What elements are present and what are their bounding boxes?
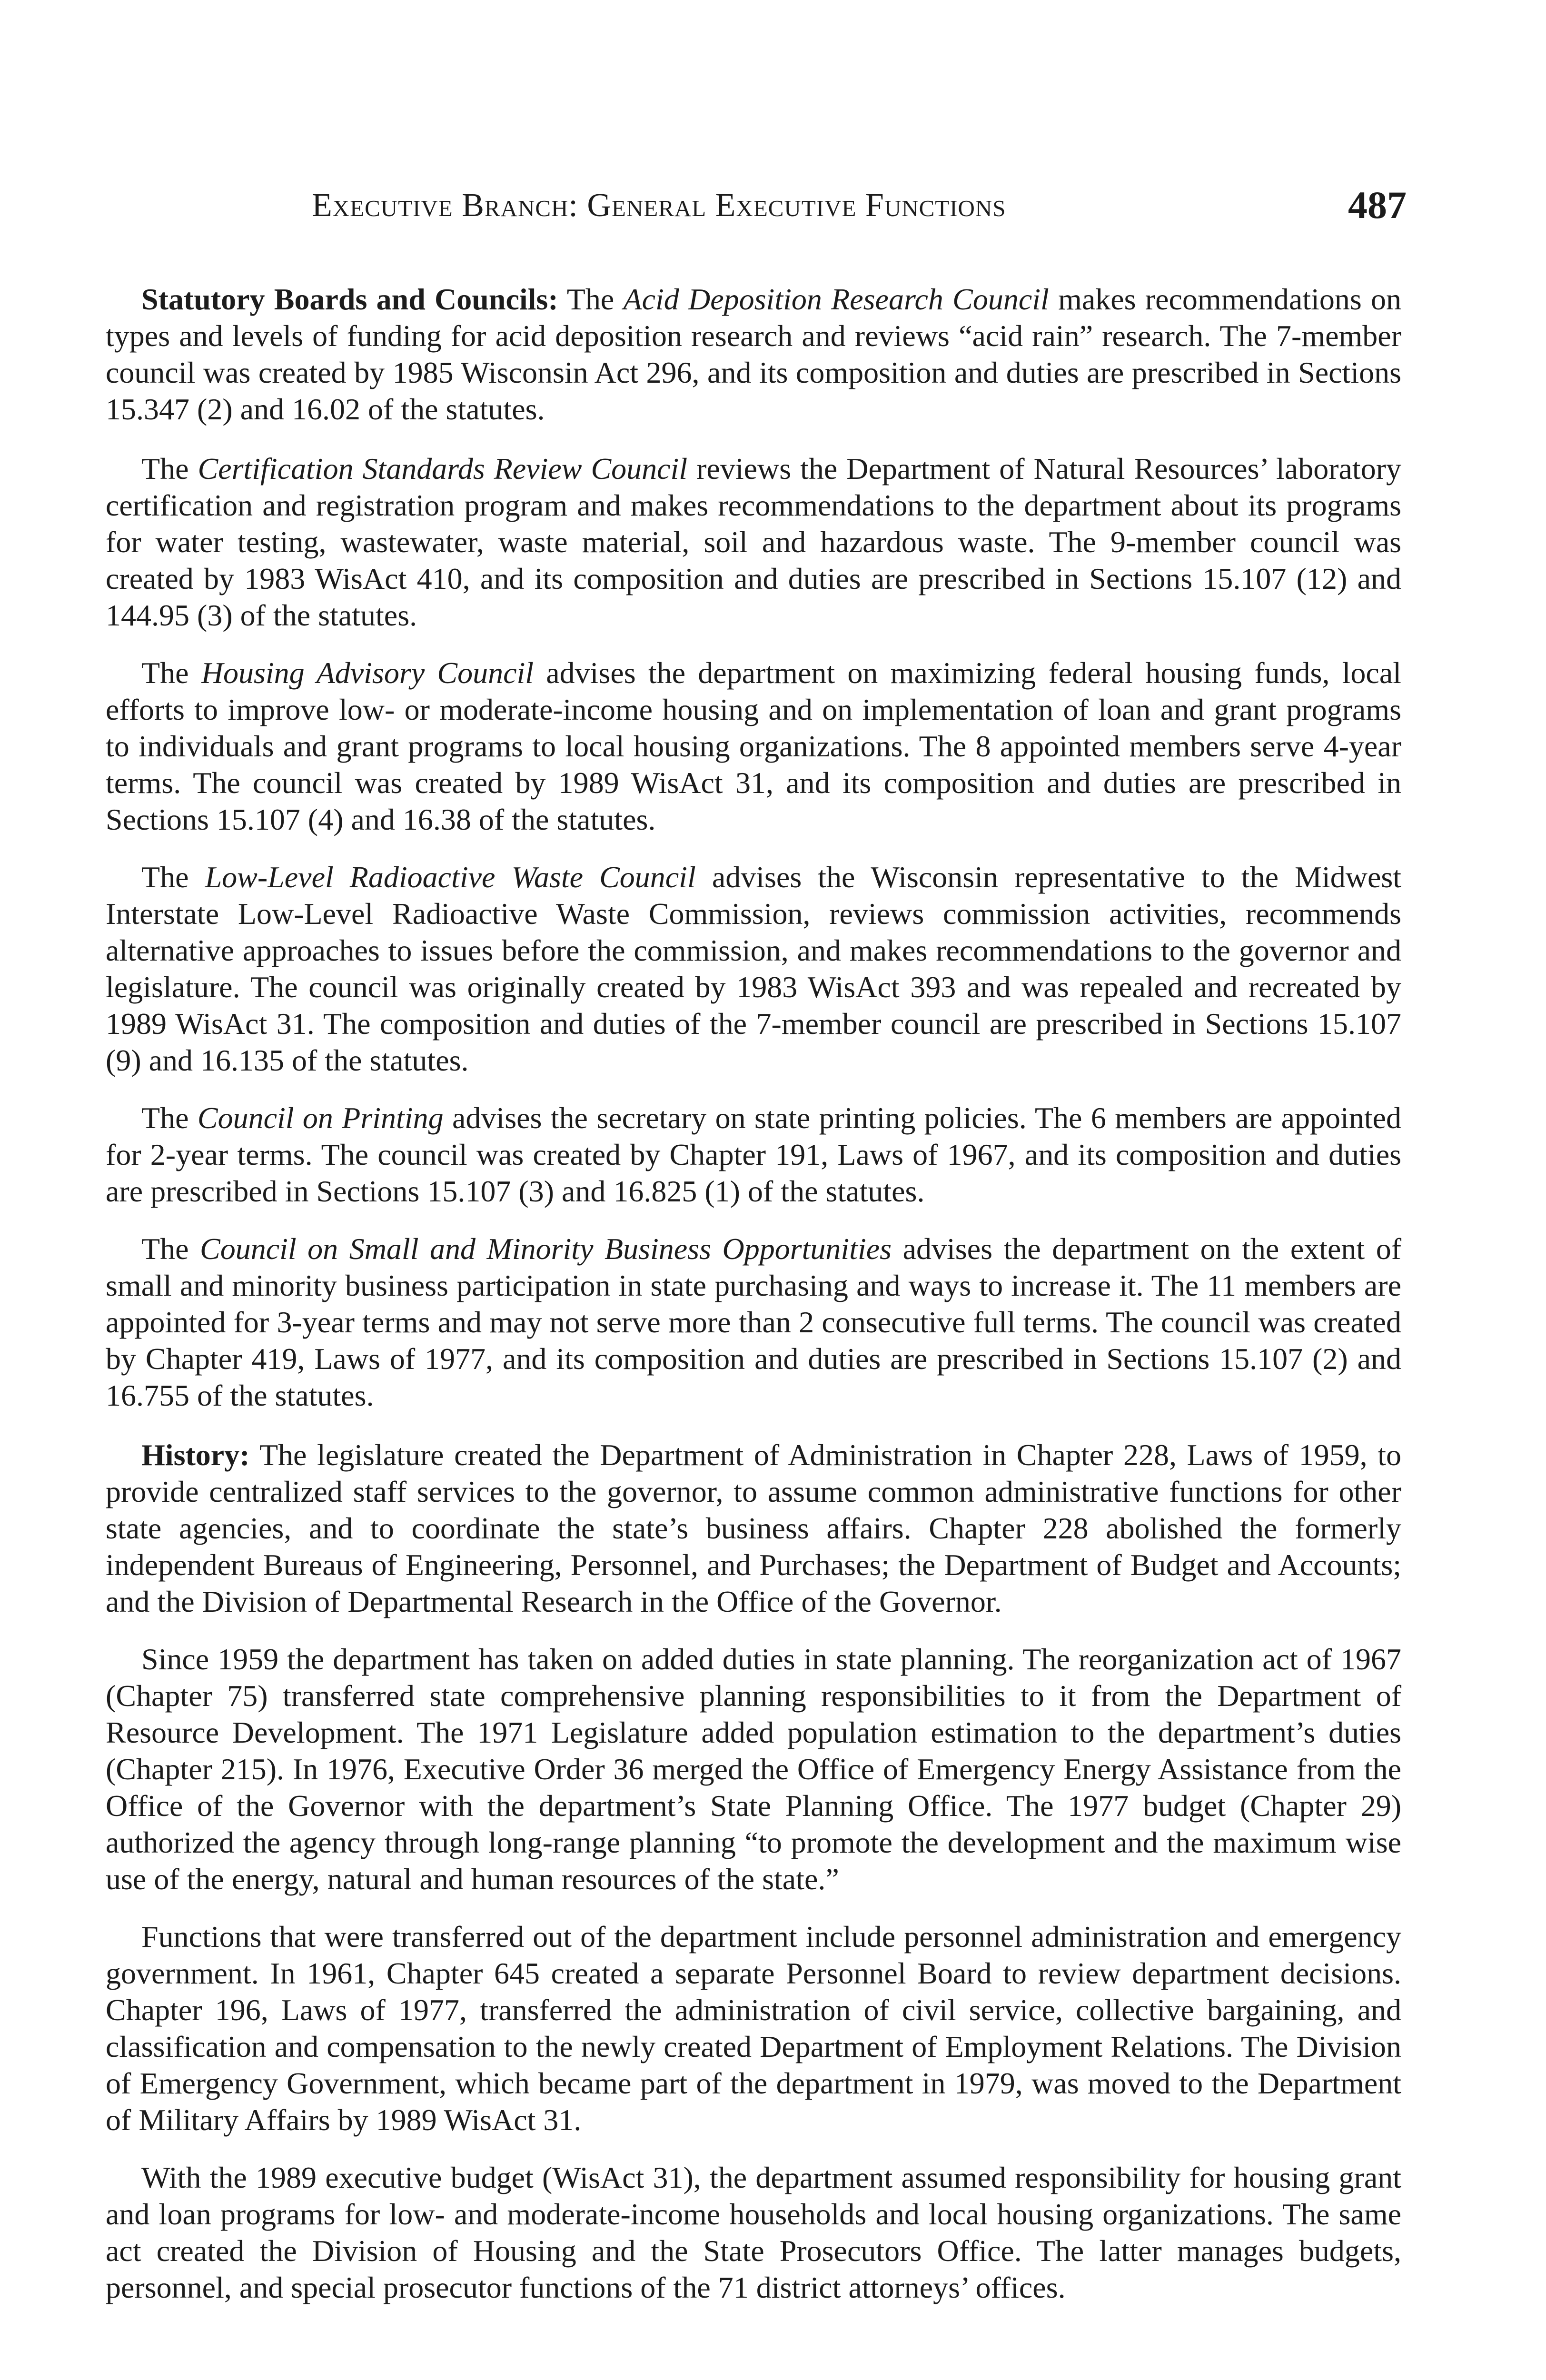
- council-name: Low-Level Radioactive Waste Council: [205, 860, 696, 894]
- body-text: [106, 281, 1401, 2327]
- council-name: Housing Advisory Council: [201, 656, 534, 690]
- paragraph-intro: The: [566, 282, 614, 316]
- paragraph-text: The legislature created the Department of Administration in Chapter 228, Laws of 1959, to provide centralized staff services to the governor, to assume common administrative functions for other state agencies, and to coordinate the state’s business affairs. Chapter 228 abolished the formerly independent Bureaus of Engineering, Personnel, and Purchases; the Department of Budget and Accounts; and the Division of Departmental Research in the Office of the Governor.: [106, 1438, 1402, 1618]
- paragraph-intro: The: [141, 656, 189, 690]
- section-label-history: History:: [141, 1438, 250, 1472]
- council-name: Certification Standards Review Council: [198, 452, 688, 486]
- paragraph-intro: The: [141, 1232, 189, 1266]
- paragraph-statutory-boards: [106, 281, 1401, 427]
- council-name: Council on Small and Minority Business Opportunities: [200, 1232, 892, 1266]
- paragraph-intro: The: [141, 1101, 189, 1135]
- paragraph-history: [106, 1437, 1401, 1620]
- council-name: Council on Printing: [197, 1101, 444, 1135]
- paragraph-council: [106, 450, 1401, 634]
- paragraph-text: advises the secretary on state printing policies. The 6 members are appointed for 2-year terms. The council was created by Chapter 191, Laws of 1967, and its composition and duties are prescribed in Sections 15.107 (3) and 16.825 (1) of the statutes.: [106, 1101, 1402, 1208]
- paragraph-text: advises the Wisconsin representative to the Midwest Interstate Low-Level Radioactive Waste Commission, reviews commission activities, recommends alternative approaches to issues before the commission, and makes recommendations to the governor and legislature. The council was originally created by 1983 WisAct 393 and was repealed and recreated by 1989 WisAct 31. The composition and duties of the 7-member council are prescribed in Sections 15.107 (9) and 16.135 of the statutes.: [106, 860, 1402, 1077]
- paragraph-text: advises the department on the extent of small and minority business participation in state purchasing and ways to increase it. The 11 members are appointed for 3-year terms and may not serve more than 2 consecutive full terms. The council was created by Chapter 419, Laws of 1977, and its composition and duties are prescribed in Sections 15.107 (2) and 16.755 of the statutes.: [106, 1232, 1402, 1412]
- paragraph-text: reviews the Department of Natural Resources’ laboratory certification and registration program and makes recommendations to the department about its programs for water testing, wastewater, waste material, soil and hazardous waste. The 9-member council was created by 1983 WisAct 410, and its composition and duties are prescribed in Sections 15.107 (12) and 144.95 (3) of the statutes.: [106, 452, 1402, 632]
- section-label-statutory: Statutory Boards and Councils:: [141, 282, 558, 316]
- paragraph-intro: The: [141, 452, 189, 486]
- council-name: Acid Deposition Research Council: [623, 282, 1049, 316]
- paragraph-council: [106, 859, 1401, 1079]
- paragraph-history-body: Since 1959 the department has taken on added duties in state planning. The reorganization act of 1967 (Chapter 75) transferred state comprehensive planning responsibilities to it from the Department of Resource Development. The 1971 Legislature added population estimation to the department’s duties (Chapter 215). In 1976, Executive Order 36 merged the Office of Emergency Energy Assistance from the Office of the Governor with the department’s State Planning Office. The 1977 budget (Chapter 29) authorized the agency through long-range planning “to promote the development and the maximum wise use of the energy, natural and human resources of the state.”: [106, 1642, 1401, 1896]
- running-title: Executive Branch: General Executive Functions: [312, 187, 1006, 224]
- paragraph-council: [106, 654, 1401, 838]
- paragraph-history-body: With the 1989 executive budget (WisAct 31), the department assumed responsibility for housing grant and loan programs for low- and moderate-income households and local housing organizations. The same act created the Division of Housing and the State Prosecutors Office. The latter manages budgets, personnel, and special prosecutor functions of the 71 district attorneys’ offices.: [106, 2161, 1401, 2304]
- paragraph-council: [106, 1230, 1401, 1414]
- running-header: [312, 183, 1407, 239]
- paragraph-text: makes recommendations on types and levels of funding for acid deposition research and reviews “acid rain” research. The 7-member council was created by 1985 Wisconsin Act 296, and its composition and duties are prescribed in Sections 15.347 (2) and 16.02 of the statutes.: [106, 282, 1402, 426]
- page-number: 487: [1348, 183, 1407, 227]
- paragraph-council: [106, 1100, 1401, 1210]
- paragraph-intro: The: [141, 860, 189, 894]
- paragraph-history-body: Functions that were transferred out of the department include personnel administration and emergency government. In 1961, Chapter 645 created a separate Personnel Board to review department decisions. Chapter 196, Laws of 1977, transferred the administration of civil service, collective bargaining, and classification and compensation to the newly created Department of Employment Relations. The Division of Emergency Government, which became part of the department in 1979, was moved to the Department of Military Affairs by 1989 WisAct 31.: [106, 1920, 1401, 2137]
- paragraph-text: advises the department on maximizing federal housing funds, local efforts to improve low- or moderate-income housing and on implementation of loan and grant programs to individuals and grant programs to local housing organizations. The 8 appointed members serve 4-year terms. The council was created by 1989 WisAct 31, and its composition and duties are prescribed in Sections 15.107 (4) and 16.38 of the statutes.: [106, 656, 1402, 836]
